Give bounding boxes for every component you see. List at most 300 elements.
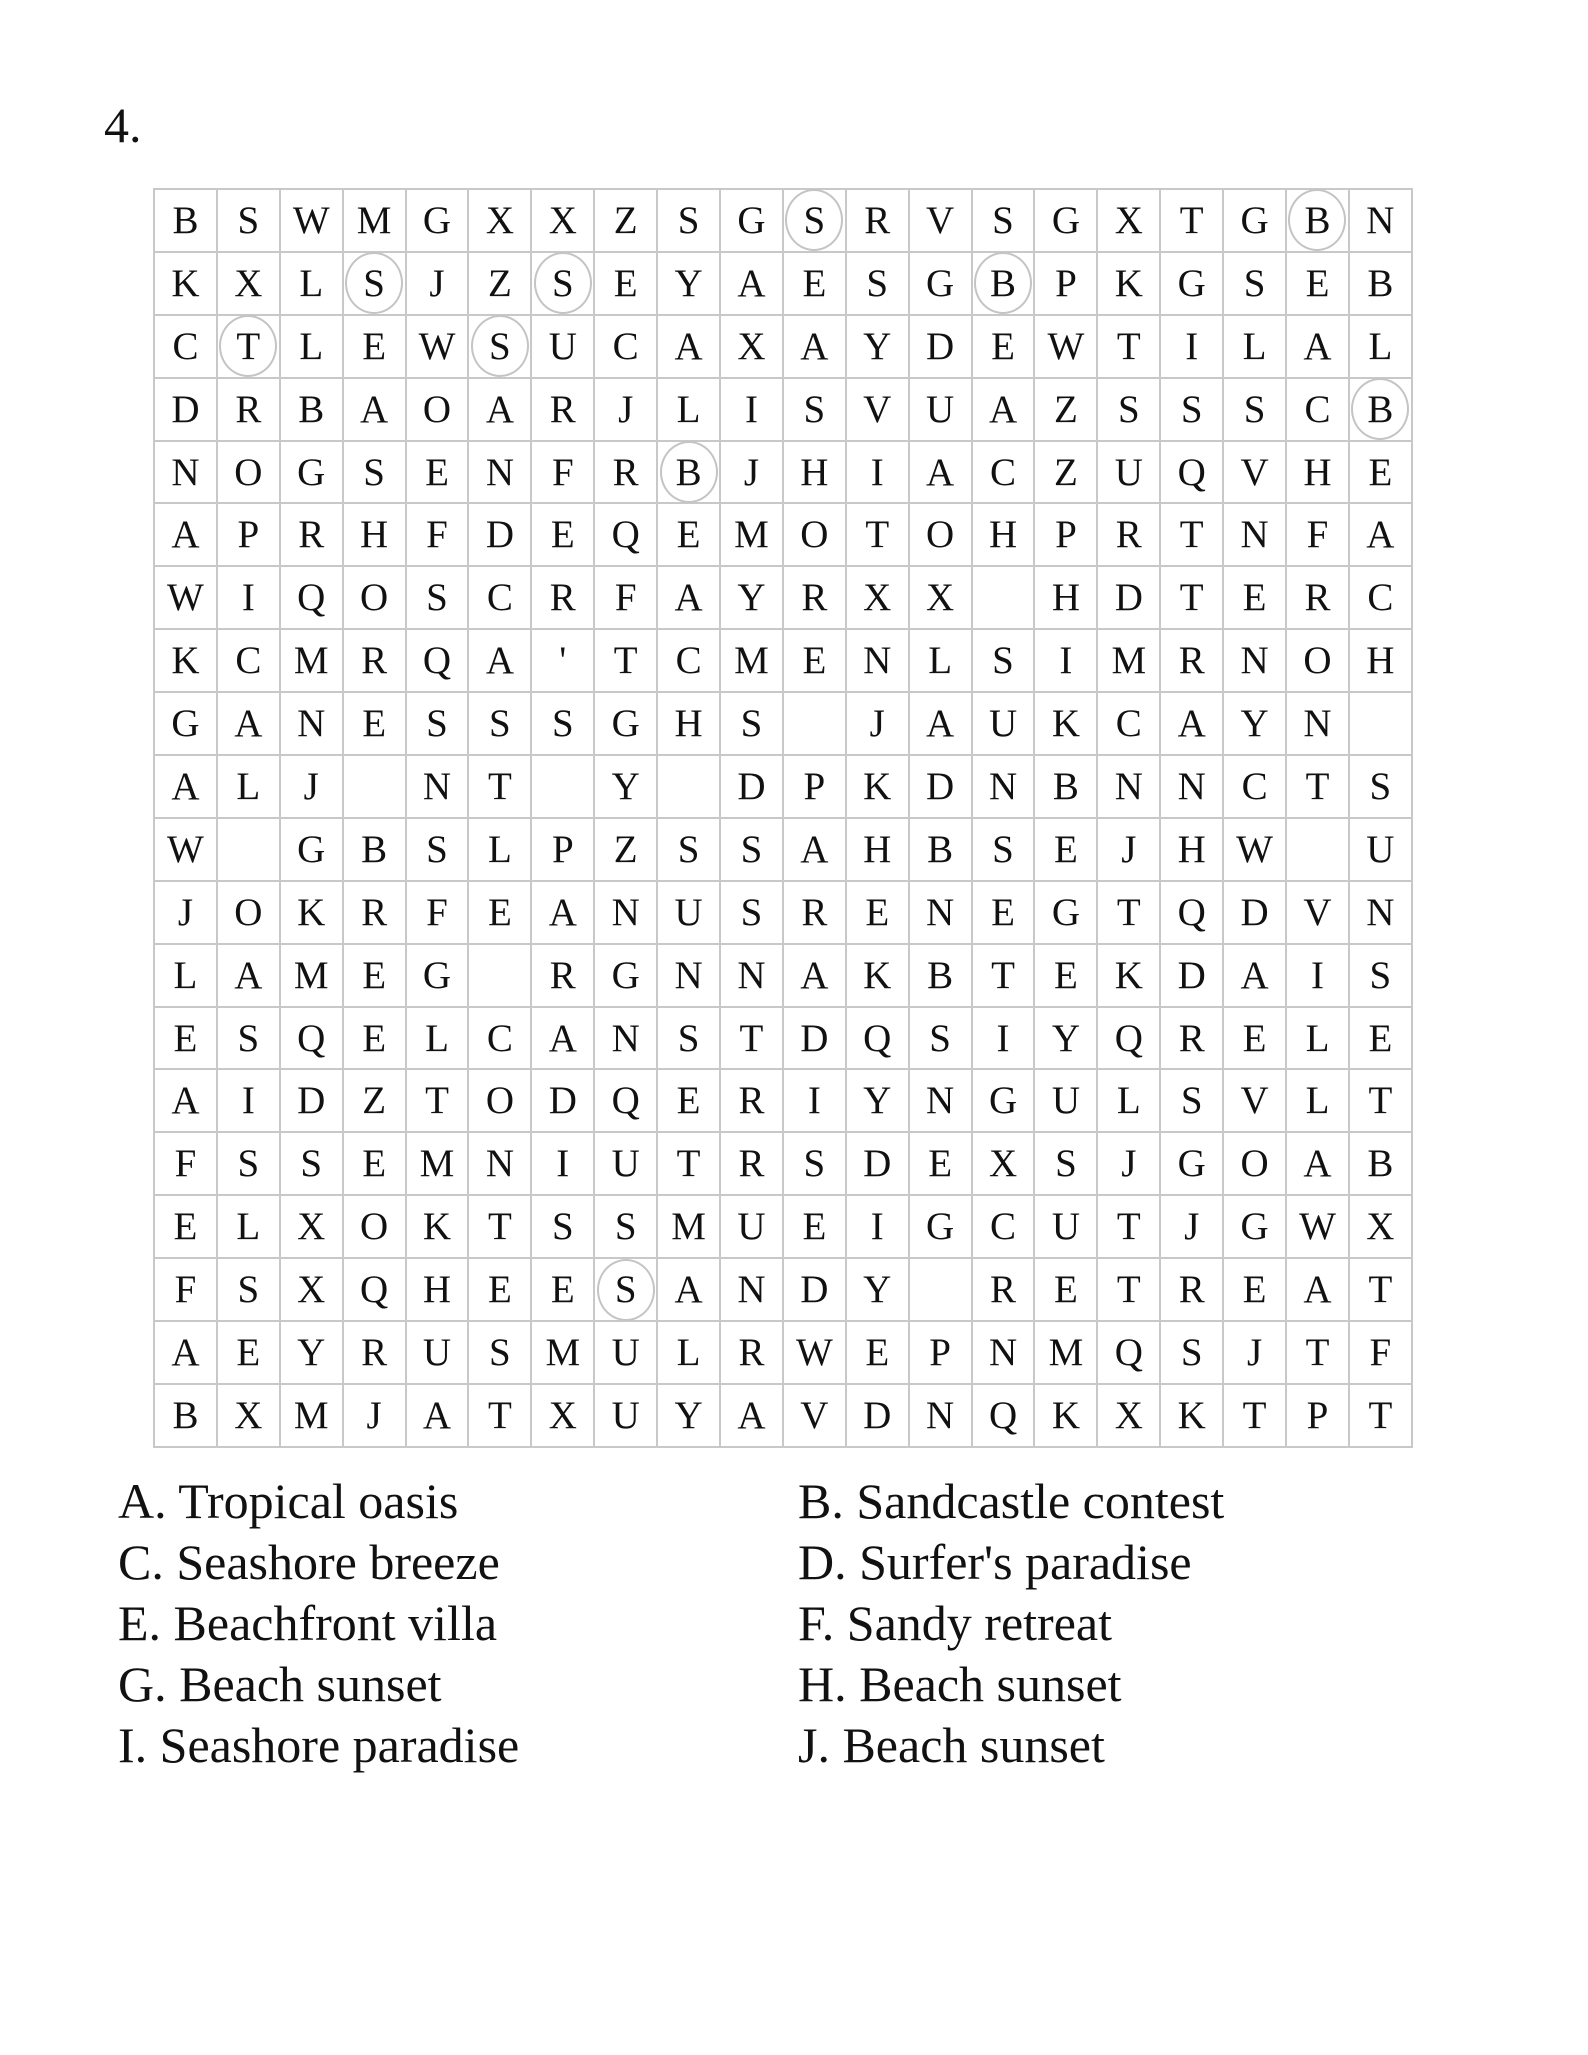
grid-cell: E <box>973 882 1036 945</box>
grid-cell: N <box>847 630 910 693</box>
grid-cell: K <box>1035 1385 1098 1448</box>
grid-cell: R <box>281 504 344 567</box>
grid-cell: R <box>344 630 407 693</box>
grid-cell: G <box>407 190 470 253</box>
grid-cell: G <box>1035 190 1098 253</box>
grid-cell: C <box>155 316 218 379</box>
grid-cell: W <box>1035 316 1098 379</box>
grid-cell: R <box>218 379 281 442</box>
grid-cell: L <box>218 756 281 819</box>
grid-cell: I <box>973 1008 1036 1071</box>
grid-cell: T <box>847 504 910 567</box>
grid-cell: K <box>155 253 218 316</box>
grid-cell: E <box>658 1070 721 1133</box>
grid-cell: J <box>595 379 658 442</box>
grid-cell: R <box>784 882 847 945</box>
grid-cell: E <box>910 1133 973 1196</box>
grid-cell: S <box>784 379 847 442</box>
clue-c: C. Seashore breeze <box>118 1534 500 1590</box>
grid-cell: A <box>721 253 784 316</box>
grid-cell: G <box>1161 253 1224 316</box>
grid-cell: O <box>784 504 847 567</box>
clue-f: F. Sandy retreat <box>798 1595 1112 1651</box>
grid-cell: L <box>469 819 532 882</box>
grid-cell: E <box>532 1259 595 1322</box>
grid-cell: R <box>973 1259 1036 1322</box>
grid-cell <box>910 1259 973 1322</box>
grid-cell: G <box>155 693 218 756</box>
grid-cell: A <box>784 945 847 1008</box>
grid-cell: N <box>469 1133 532 1196</box>
grid-cell: C <box>218 630 281 693</box>
grid-cell: G <box>281 819 344 882</box>
grid-cell: L <box>658 379 721 442</box>
grid-cell-circled: S <box>784 190 847 253</box>
grid-cell: U <box>532 316 595 379</box>
grid-cell: H <box>1350 630 1413 693</box>
grid-cell: Q <box>847 1008 910 1071</box>
clue-i: I. Seashore paradise <box>118 1717 520 1773</box>
grid-cell-circled: T <box>218 316 281 379</box>
grid-cell: D <box>847 1133 910 1196</box>
grid-cell: T <box>658 1133 721 1196</box>
grid-cell: S <box>1035 1133 1098 1196</box>
grid-cell: G <box>1224 190 1287 253</box>
grid-cell: A <box>469 379 532 442</box>
grid-cell: T <box>1350 1385 1413 1448</box>
grid-cell: L <box>1350 316 1413 379</box>
grid-cell: I <box>847 442 910 505</box>
grid-cell: I <box>721 379 784 442</box>
grid-cell: G <box>973 1070 1036 1133</box>
grid-cell: P <box>784 756 847 819</box>
grid-cell: E <box>784 253 847 316</box>
grid-cell-circled: S <box>469 316 532 379</box>
grid-cell: P <box>1287 1385 1350 1448</box>
grid-cell: P <box>218 504 281 567</box>
grid-cell: D <box>1224 882 1287 945</box>
grid-cell: S <box>784 1133 847 1196</box>
grid-cell: A <box>658 316 721 379</box>
grid-cell: D <box>721 756 784 819</box>
grid-cell-circled: S <box>595 1259 658 1322</box>
grid-cell: S <box>721 693 784 756</box>
grid-cell: C <box>1350 567 1413 630</box>
grid-cell: X <box>218 253 281 316</box>
grid-cell: H <box>1161 819 1224 882</box>
grid-cell: J <box>407 253 470 316</box>
grid-cell: A <box>469 630 532 693</box>
grid-cell: S <box>1224 379 1287 442</box>
grid-cell: T <box>1098 1259 1161 1322</box>
clue-list <box>118 1472 1418 1777</box>
grid-cell: S <box>1350 945 1413 1008</box>
grid-cell: N <box>973 1322 1036 1385</box>
grid-cell: V <box>910 190 973 253</box>
grid-cell: A <box>1350 504 1413 567</box>
grid-cell: F <box>532 442 595 505</box>
grid-cell: K <box>1098 253 1161 316</box>
grid-cell: A <box>155 504 218 567</box>
grid-cell: X <box>281 1259 344 1322</box>
grid-cell: L <box>281 316 344 379</box>
grid-cell: X <box>218 1385 281 1448</box>
grid-cell: W <box>1224 819 1287 882</box>
grid-cell: P <box>532 819 595 882</box>
grid-cell: J <box>1098 819 1161 882</box>
grid-cell: O <box>407 379 470 442</box>
grid-cell: Y <box>658 253 721 316</box>
grid-cell: S <box>218 1008 281 1071</box>
grid-cell <box>344 756 407 819</box>
grid-cell: E <box>658 504 721 567</box>
grid-cell: N <box>1350 882 1413 945</box>
grid-cell: T <box>1161 504 1224 567</box>
grid-cell: Y <box>1224 693 1287 756</box>
grid-cell-circled: S <box>344 253 407 316</box>
grid-cell: S <box>658 819 721 882</box>
grid-cell: E <box>344 1133 407 1196</box>
grid-cell: C <box>973 1196 1036 1259</box>
grid-cell: R <box>1161 1259 1224 1322</box>
grid-cell: A <box>155 756 218 819</box>
grid-cell: Y <box>658 1385 721 1448</box>
grid-cell: F <box>407 882 470 945</box>
grid-cell: C <box>595 316 658 379</box>
grid-cell-circled: B <box>1350 379 1413 442</box>
grid-cell: K <box>847 945 910 1008</box>
grid-cell: T <box>469 1196 532 1259</box>
grid-cell: L <box>1098 1070 1161 1133</box>
grid-cell: F <box>155 1259 218 1322</box>
clue-e: E. Beachfront villa <box>118 1595 498 1651</box>
grid-cell: S <box>973 190 1036 253</box>
grid-cell: N <box>910 1070 973 1133</box>
grid-cell: S <box>595 1196 658 1259</box>
grid-cell: D <box>910 316 973 379</box>
grid-cell <box>658 756 721 819</box>
grid-cell: I <box>1161 316 1224 379</box>
grid-cell: I <box>784 1070 847 1133</box>
grid-cell: L <box>1224 316 1287 379</box>
grid-cell <box>1350 693 1413 756</box>
grid-cell: S <box>532 1196 595 1259</box>
grid-cell: C <box>1287 379 1350 442</box>
grid-cell: M <box>281 630 344 693</box>
grid-cell: A <box>155 1322 218 1385</box>
puzzle-number: 4. <box>104 97 142 153</box>
grid-cell: K <box>1161 1385 1224 1448</box>
grid-cell: A <box>1161 693 1224 756</box>
grid-cell: D <box>847 1385 910 1448</box>
grid-cell: E <box>532 504 595 567</box>
grid-cell: T <box>1098 882 1161 945</box>
grid-cell: G <box>1161 1133 1224 1196</box>
grid-cell: D <box>784 1259 847 1322</box>
grid-cell: S <box>910 1008 973 1071</box>
grid-cell: N <box>910 1385 973 1448</box>
grid-cell: N <box>658 945 721 1008</box>
grid-cell: V <box>1287 882 1350 945</box>
grid-cell: S <box>532 693 595 756</box>
grid-cell: E <box>847 882 910 945</box>
grid-cell: I <box>532 1133 595 1196</box>
grid-cell: B <box>344 819 407 882</box>
grid-cell: A <box>155 1070 218 1133</box>
grid-cell: N <box>721 1259 784 1322</box>
grid-cell: N <box>1350 190 1413 253</box>
grid-cell: U <box>595 1322 658 1385</box>
grid-cell: T <box>595 630 658 693</box>
grid-cell: E <box>1224 1008 1287 1071</box>
grid-cell: B <box>155 190 218 253</box>
grid-cell: S <box>281 1133 344 1196</box>
grid-cell: G <box>910 253 973 316</box>
grid-cell: T <box>1161 190 1224 253</box>
grid-cell: M <box>407 1133 470 1196</box>
grid-cell: U <box>595 1385 658 1448</box>
grid-cell: R <box>532 379 595 442</box>
grid-cell: S <box>469 1322 532 1385</box>
grid-cell: R <box>721 1322 784 1385</box>
grid-cell: E <box>1035 819 1098 882</box>
grid-cell: E <box>847 1322 910 1385</box>
grid-cell: H <box>407 1259 470 1322</box>
grid-cell: J <box>344 1385 407 1448</box>
grid-cell: M <box>721 504 784 567</box>
grid-cell: S <box>721 882 784 945</box>
grid-cell: C <box>469 567 532 630</box>
grid-cell: E <box>1350 1008 1413 1071</box>
grid-cell: X <box>847 567 910 630</box>
grid-cell: Z <box>469 253 532 316</box>
grid-cell: N <box>1287 693 1350 756</box>
grid-cell: C <box>1224 756 1287 819</box>
grid-cell: S <box>218 1259 281 1322</box>
grid-cell: H <box>344 504 407 567</box>
grid-cell: E <box>407 442 470 505</box>
grid-cell: F <box>595 567 658 630</box>
grid-cell: J <box>1161 1196 1224 1259</box>
grid-cell: L <box>1287 1008 1350 1071</box>
grid-cell: R <box>532 945 595 1008</box>
grid-cell: V <box>1224 1070 1287 1133</box>
grid-cell: L <box>281 253 344 316</box>
grid-cell: R <box>1098 504 1161 567</box>
grid-cell: A <box>1287 1133 1350 1196</box>
grid-cell <box>784 693 847 756</box>
grid-cell: N <box>721 945 784 1008</box>
grid-cell: N <box>469 442 532 505</box>
grid-cell <box>973 567 1036 630</box>
grid-cell: A <box>218 693 281 756</box>
grid-cell: J <box>1224 1322 1287 1385</box>
grid-cell: A <box>1224 945 1287 1008</box>
grid-cell: U <box>910 379 973 442</box>
grid-cell: E <box>784 1196 847 1259</box>
grid-cell: S <box>658 190 721 253</box>
grid-cell: G <box>910 1196 973 1259</box>
grid-cell: E <box>1350 442 1413 505</box>
grid-cell: R <box>1287 567 1350 630</box>
grid-cell: A <box>721 1385 784 1448</box>
grid-cell: S <box>1161 1322 1224 1385</box>
grid-cell-circled: B <box>658 442 721 505</box>
grid-cell: P <box>910 1322 973 1385</box>
grid-cell: S <box>658 1008 721 1071</box>
grid-cell: W <box>155 819 218 882</box>
grid-cell: Q <box>1098 1322 1161 1385</box>
grid-cell: R <box>1161 1008 1224 1071</box>
grid-cell: U <box>595 1133 658 1196</box>
grid-cell: G <box>407 945 470 1008</box>
grid-cell: Q <box>281 1008 344 1071</box>
grid-cell: D <box>155 379 218 442</box>
grid-cell: S <box>1350 756 1413 819</box>
grid-cell: F <box>407 504 470 567</box>
grid-cell: E <box>344 945 407 1008</box>
grid-cell: S <box>721 819 784 882</box>
grid-cell: A <box>910 693 973 756</box>
grid-cell: M <box>1098 630 1161 693</box>
grid-cell: Y <box>1035 1008 1098 1071</box>
grid-cell: Q <box>973 1385 1036 1448</box>
grid-cell: Q <box>407 630 470 693</box>
grid-cell: T <box>407 1070 470 1133</box>
grid-cell: C <box>973 442 1036 505</box>
grid-cell: S <box>973 819 1036 882</box>
grid-cell: E <box>155 1196 218 1259</box>
grid-cell: B <box>1035 756 1098 819</box>
grid-cell: R <box>344 1322 407 1385</box>
grid-cell: A <box>1287 1259 1350 1322</box>
grid-cell: B <box>1350 253 1413 316</box>
grid-cell: E <box>218 1322 281 1385</box>
grid-cell: U <box>721 1196 784 1259</box>
grid-cell: H <box>784 442 847 505</box>
grid-cell: Z <box>1035 379 1098 442</box>
grid-cell: Y <box>847 1259 910 1322</box>
grid-cell: X <box>532 1385 595 1448</box>
grid-cell: S <box>407 819 470 882</box>
grid-cell: X <box>281 1196 344 1259</box>
grid-cell: E <box>1035 945 1098 1008</box>
grid-cell: N <box>595 882 658 945</box>
grid-cell: M <box>281 945 344 1008</box>
grid-cell: X <box>469 190 532 253</box>
grid-cell: N <box>407 756 470 819</box>
grid-cell: O <box>218 882 281 945</box>
grid-cell: I <box>218 567 281 630</box>
grid-cell <box>218 819 281 882</box>
grid-cell: O <box>469 1070 532 1133</box>
grid-cell: G <box>595 945 658 1008</box>
grid-cell: V <box>847 379 910 442</box>
grid-cell: E <box>469 1259 532 1322</box>
grid-cell: U <box>1098 442 1161 505</box>
grid-cell: G <box>1224 1196 1287 1259</box>
grid-cell: Z <box>344 1070 407 1133</box>
grid-cell: K <box>1035 693 1098 756</box>
grid-cell: T <box>973 945 1036 1008</box>
grid-cell: M <box>1035 1322 1098 1385</box>
grid-cell: A <box>1287 316 1350 379</box>
grid-cell: Y <box>847 316 910 379</box>
grid-cell: O <box>344 567 407 630</box>
grid-cell: L <box>155 945 218 1008</box>
grid-cell: T <box>1098 316 1161 379</box>
grid-cell: L <box>1287 1070 1350 1133</box>
grid-cell: Q <box>1161 882 1224 945</box>
clue-d: D. Surfer's paradise <box>798 1534 1192 1590</box>
grid-cell: A <box>532 882 595 945</box>
grid-cell-circled: B <box>973 253 1036 316</box>
grid-cell: H <box>847 819 910 882</box>
grid-cell: T <box>1350 1259 1413 1322</box>
grid-cell: E <box>1035 1259 1098 1322</box>
grid-cell: D <box>784 1008 847 1071</box>
grid-cell-circled: S <box>532 253 595 316</box>
grid-cell: I <box>1035 630 1098 693</box>
grid-cell: O <box>218 442 281 505</box>
grid-cell: J <box>847 693 910 756</box>
grid-cell: H <box>1287 442 1350 505</box>
grid-cell: Q <box>344 1259 407 1322</box>
grid-cell: N <box>910 882 973 945</box>
clue-g: G. Beach sunset <box>118 1656 442 1712</box>
grid-cell: M <box>658 1196 721 1259</box>
grid-cell: F <box>155 1133 218 1196</box>
grid-cell: W <box>784 1322 847 1385</box>
grid-cell: T <box>1161 567 1224 630</box>
grid-cell: S <box>344 442 407 505</box>
grid-cell: T <box>469 756 532 819</box>
grid-cell-circled: B <box>1287 190 1350 253</box>
grid-cell: Y <box>721 567 784 630</box>
grid-cell: A <box>910 442 973 505</box>
grid-cell: B <box>910 819 973 882</box>
grid-cell: M <box>532 1322 595 1385</box>
grid-cell: J <box>281 756 344 819</box>
grid-cell: P <box>1035 253 1098 316</box>
grid-cell: G <box>1035 882 1098 945</box>
grid-cell: Z <box>595 190 658 253</box>
grid-cell: U <box>973 693 1036 756</box>
grid-cell: X <box>1350 1196 1413 1259</box>
grid-cell: E <box>1287 253 1350 316</box>
grid-cell: A <box>784 316 847 379</box>
grid-cell: M <box>281 1385 344 1448</box>
clue-b: B. Sandcastle contest <box>798 1473 1225 1529</box>
grid-cell: P <box>1035 504 1098 567</box>
grid-cell: N <box>595 1008 658 1071</box>
grid-cell: Z <box>595 819 658 882</box>
grid-cell: T <box>721 1008 784 1071</box>
grid-cell: ' <box>532 630 595 693</box>
grid-cell: A <box>407 1385 470 1448</box>
grid-cell: E <box>344 316 407 379</box>
grid-cell: U <box>1035 1196 1098 1259</box>
grid-cell: I <box>218 1070 281 1133</box>
grid-cell: E <box>595 253 658 316</box>
clue-j: J. Beach sunset <box>798 1717 1105 1773</box>
grid-cell: R <box>721 1070 784 1133</box>
grid-cell: J <box>721 442 784 505</box>
grid-cell: K <box>407 1196 470 1259</box>
grid-cell: U <box>1350 819 1413 882</box>
clue-a: A. Tropical oasis <box>118 1473 459 1529</box>
grid-cell: S <box>469 693 532 756</box>
